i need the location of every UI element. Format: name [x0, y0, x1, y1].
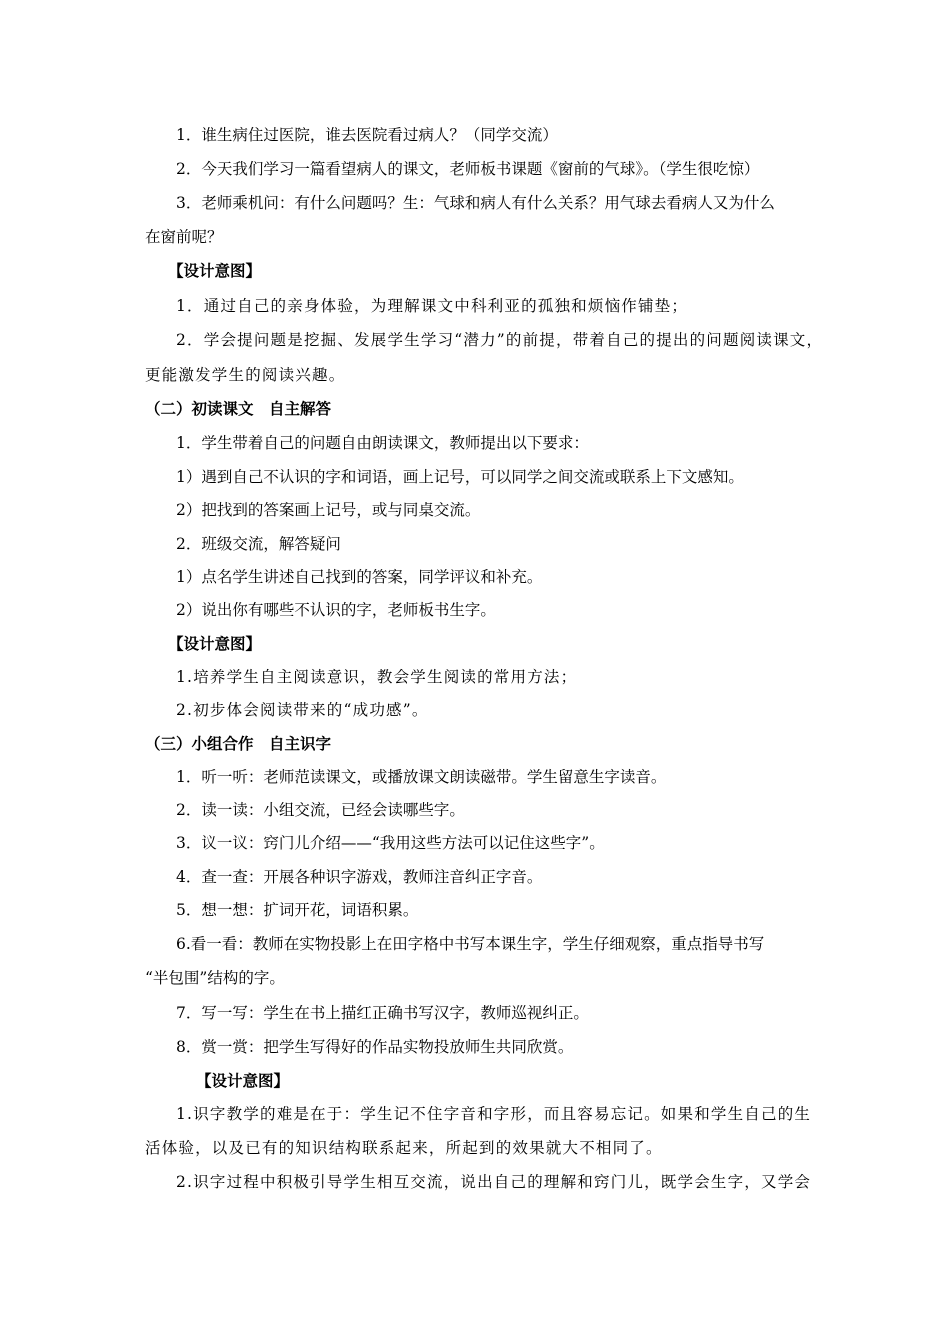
paragraph-line: 2.识字过程中积极引导学生相互交流，说出自己的理解和窍门儿，既学会生字，又学会 [176, 1173, 812, 1191]
paragraph-line: 2）说出你有哪些不认识的字，老师板书生字。 [176, 601, 496, 619]
paragraph-line: 3．老师乘机问：有什么问题吗？生：气球和病人有什么关系？用气球去看病人又为什么 [176, 194, 775, 212]
design-intent-heading: 【设计意图】 [196, 1071, 290, 1090]
paragraph-line: 7．写一写：学生在书上描红正确书写汉字，教师巡视纠正。 [176, 1004, 589, 1022]
paragraph-line: 1）遇到自己不认识的字和词语，画上记号，可以同学之间交流或联系上下文感知。 [176, 468, 744, 486]
paragraph-line: 4．查一查：开展各种识字游戏，教师注音纠正字音。 [176, 868, 543, 886]
paragraph-line: 更能激发学生的阅读兴趣。 [145, 366, 346, 384]
paragraph-line: 3．议一议：窍门儿介绍——“我用这些方法可以记住这些字”。 [176, 834, 605, 852]
paragraph-line: 5．想一想：扩词开花，词语积累。 [176, 901, 419, 919]
paragraph-line: 1.培养学生自主阅读意识，教会学生阅读的常用方法； [176, 668, 578, 686]
paragraph-line: 6.看一看：教师在实物投影上在田字格中书写本课生字，学生仔细观察，重点指导书写 [176, 935, 765, 953]
paragraph-line: 2．学会提问题是挖掘、发展学生学习“潜力”的前提，带着自己的提出的问题阅读课文， [176, 331, 824, 349]
paragraph-line: 1．听一听：老师范读课文，或播放课文朗读磁带。学生留意生字读音。 [176, 768, 667, 786]
paragraph-line: 1.识字教学的难是在于：学生记不住字音和字形，而且容易忘记。如果和学生自己的生 [176, 1105, 812, 1123]
paragraph-line: 2.初步体会阅读带来的“成功感”。 [176, 701, 429, 719]
paragraph-line: “半包围”结构的字。 [145, 969, 285, 987]
paragraph-line: 8．赏一赏：把学生写得好的作品实物投放师生共同欣赏。 [176, 1038, 574, 1056]
design-intent-heading: 【设计意图】 [168, 634, 262, 653]
section-heading: （二）初读课文 自主解答 [145, 399, 332, 418]
paragraph-line: 2．班级交流，解答疑问 [176, 535, 341, 553]
paragraph-line: 1．谁生病住过医院，谁去医院看过病人？（同学交流） [176, 126, 558, 144]
paragraph-line: 2．读一读：小组交流，已经会读哪些字。 [176, 801, 465, 819]
paragraph-line: 1）点名学生讲述自己找到的答案，同学评议和补充。 [176, 568, 543, 586]
paragraph-line: 2．今天我们学习一篇看望病人的课文，老师板书课题《窗前的气球》。（学生很吃惊） [176, 160, 760, 178]
design-intent-heading: 【设计意图】 [168, 261, 262, 280]
section-heading: （三）小组合作 自主识字 [145, 734, 332, 753]
paragraph-line: 2）把找到的答案画上记号，或与同桌交流。 [176, 501, 481, 519]
paragraph-line: 在窗前呢？ [145, 228, 223, 246]
paragraph-line: 1．学生带着自己的问题自由朗读课文，教师提出以下要求： [176, 434, 589, 452]
paragraph-line: 1．通过自己的亲身体验，为理解课文中科利亚的孤独和烦恼作铺垫； [176, 297, 689, 315]
paragraph-line: 活体验，以及已有的知识结构联系起来，所起到的效果就大不相同了。 [145, 1139, 663, 1157]
